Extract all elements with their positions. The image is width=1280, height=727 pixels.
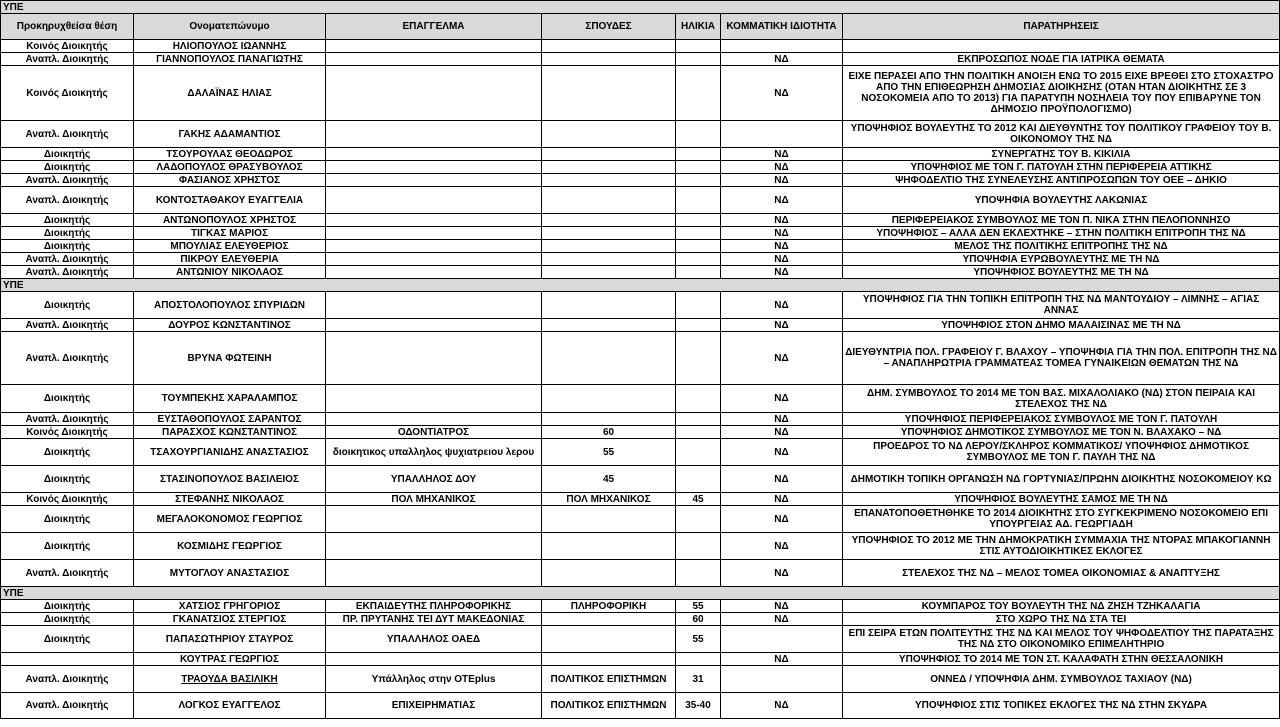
remarks-cell: ΥΠΟΨΗΦΙΟΣ ΒΟΥΛΕΥΤΗΣ ΣΑΜΟΣ ΜΕ ΤΗ ΝΔ bbox=[843, 493, 1280, 506]
profession-cell bbox=[326, 227, 542, 240]
profession-cell: ΥΠΑΛΛΗΛΟΣ ΟΑΕΔ bbox=[326, 626, 542, 653]
studies-cell bbox=[542, 253, 676, 266]
party-cell bbox=[721, 666, 843, 693]
table-row bbox=[1, 66, 1280, 121]
header-row bbox=[1, 14, 1280, 40]
table-row bbox=[1, 493, 1280, 506]
position-cell: Κοινός Διοικητής bbox=[1, 40, 134, 53]
remarks-cell: ΜΕΛΟΣ ΤΗΣ ΠΟΛΙΤΙΚΗΣ ΕΠΙΤΡΟΠΗΣ ΤΗΣ ΝΔ bbox=[843, 240, 1280, 253]
table-row bbox=[1, 666, 1280, 693]
party-cell: ΝΔ bbox=[721, 161, 843, 174]
table-row bbox=[1, 506, 1280, 533]
position-cell: Κοινός Διοικητής bbox=[1, 493, 134, 506]
studies-cell bbox=[542, 214, 676, 227]
age-cell: 35-40 bbox=[676, 693, 721, 719]
name-cell: ΚΟΝΤΟΣΤΑΘΑΚΟΥ ΕΥΑΓΓΕΛΙΑ bbox=[134, 187, 326, 214]
profession-cell bbox=[326, 332, 542, 385]
age-cell bbox=[676, 148, 721, 161]
remarks-cell: ΚΟΥΜΠΑΡΟΣ ΤΟΥ ΒΟΥΛΕΥΤΗ ΤΗΣ ΝΔ ΖΗΣΗ ΤΖΗΚΑΛΑΓΙΑ bbox=[843, 600, 1280, 613]
party-cell: ΝΔ bbox=[721, 187, 843, 214]
age-cell bbox=[676, 161, 721, 174]
age-cell bbox=[676, 227, 721, 240]
remarks-cell: ΕΠΙ ΣΕΙΡΑ ΕΤΩΝ ΠΟΛΙΤΕΥΤΗΣ ΤΗΣ ΝΔ ΚΑΙ ΜΕΛΟΣ ΤΟΥ ΨΗΦΟΔΕΛΤΙΟΥ ΤΗΣ ΠΑΡΑΤΑΞΗΣ ΤΗΣ ΝΔ ΣΤΟ ΟΙΚΟΝΟΜΙΚΟ ΕΠΙΜΕΛΗΤΗΡΙΟ bbox=[843, 626, 1280, 653]
party-cell: ΝΔ bbox=[721, 600, 843, 613]
name-cell: ΓΑΚΗΣ ΑΔΑΜΑΝΤΙΟΣ bbox=[134, 121, 326, 148]
table-row bbox=[1, 40, 1280, 53]
age-cell bbox=[676, 466, 721, 493]
age-cell bbox=[676, 332, 721, 385]
position-cell: Διοικητής bbox=[1, 600, 134, 613]
name-cell: ΗΛΙΟΠΟΥΛΟΣ ΙΩΑΝΝΗΣ bbox=[134, 40, 326, 53]
party-cell: ΝΔ bbox=[721, 292, 843, 319]
party-cell: ΝΔ bbox=[721, 493, 843, 506]
position-cell: Αναπλ. Διοικητής bbox=[1, 319, 134, 332]
studies-cell bbox=[542, 40, 676, 53]
table-row bbox=[1, 653, 1280, 666]
position-cell: Αναπλ. Διοικητής bbox=[1, 187, 134, 214]
studies-cell bbox=[542, 653, 676, 666]
table-row bbox=[1, 533, 1280, 560]
profession-cell bbox=[326, 214, 542, 227]
remarks-cell: ΨΗΦΟΔΕΛΤΙΟ ΤΗΣ ΣΥΝΕΛΕΥΣΗΣ ΑΝΤΙΠΡΟΣΩΠΩΝ ΤΟΥ ΟΕΕ – ΔΗΚΙΟ bbox=[843, 174, 1280, 187]
profession-cell bbox=[326, 40, 542, 53]
table-row bbox=[1, 53, 1280, 66]
studies-cell bbox=[542, 121, 676, 148]
profession-cell bbox=[326, 240, 542, 253]
profession-cell bbox=[326, 653, 542, 666]
party-cell: ΝΔ bbox=[721, 148, 843, 161]
studies-cell bbox=[542, 385, 676, 413]
studies-cell: 55 bbox=[542, 439, 676, 466]
studies-cell: 45 bbox=[542, 466, 676, 493]
profession-cell bbox=[326, 66, 542, 121]
table-row bbox=[1, 266, 1280, 279]
column-header: ΚΟΜΜΑΤΙΚΗ ΙΔΙΟΤΗΤΑ bbox=[721, 14, 843, 40]
party-cell: ΝΔ bbox=[721, 174, 843, 187]
name-cell: ΒΡΥΝΑ ΦΩΤΕΙΝΗ bbox=[134, 332, 326, 385]
age-cell bbox=[676, 53, 721, 66]
studies-cell bbox=[542, 161, 676, 174]
table-row bbox=[1, 214, 1280, 227]
studies-cell bbox=[542, 560, 676, 587]
studies-cell bbox=[542, 227, 676, 240]
table-row bbox=[1, 148, 1280, 161]
table-row bbox=[1, 426, 1280, 439]
remarks-cell: ΥΠΟΨΗΦΙΟΣ ΤΟ 2012 ΜΕ ΤΗΝ ΔΗΜΟΚΡΑΤΙΚΗ ΣΥΜΜΑΧΙΑ ΤΗΣ ΝΤΟΡΑΣ ΜΠΑΚΟΓΙΑΝΝΗ ΣΤΙΣ ΑΥΤΟΔΙΟΙΚΗΤΙΚΕΣ ΕΚΛΟΓΕΣ bbox=[843, 533, 1280, 560]
position-cell: Αναπλ. Διοικητής bbox=[1, 266, 134, 279]
table-row bbox=[1, 240, 1280, 253]
name-cell: ΕΥΣΤΑΘΟΠΟΥΛΟΣ ΣΑΡΑΝΤΟΣ bbox=[134, 413, 326, 426]
position-cell: Αναπλ. Διοικητής bbox=[1, 560, 134, 587]
studies-cell bbox=[542, 506, 676, 533]
position-cell: Διοικητής bbox=[1, 148, 134, 161]
age-cell: 60 bbox=[676, 613, 721, 626]
name-cell: ΠΑΠΑΣΩΤΗΡΙΟΥ ΣΤΑΥΡΟΣ bbox=[134, 626, 326, 653]
column-header: Προκηρυχθείσα θέση bbox=[1, 14, 134, 40]
age-cell bbox=[676, 653, 721, 666]
party-cell: ΝΔ bbox=[721, 466, 843, 493]
table-row bbox=[1, 121, 1280, 148]
position-cell: Αναπλ. Διοικητής bbox=[1, 253, 134, 266]
remarks-cell: ΣΤΟ ΧΩΡΟ ΤΗΣ ΝΔ ΣΤΑ ΤΕΙ bbox=[843, 613, 1280, 626]
remarks-cell: ΠΡΟΕΔΡΟΣ ΤΟ ΝΔ ΛΕΡΟΥ/ΣΚΛΗΡΟΣ ΚΟΜΜΑΤΙΚΟΣ/ ΥΠΟΨΗΦΙΟΣ ΔΗΜΟΤΙΚΟΣ ΣΥΜΒΟΥΛΟΣ ΜΕ ΤΟΝ Γ. ΠΑΥΛΗ ΤΗΣ ΝΔ bbox=[843, 439, 1280, 466]
column-header: ΕΠΑΓΓΕΛΜΑ bbox=[326, 14, 542, 40]
age-cell bbox=[676, 413, 721, 426]
studies-cell bbox=[542, 266, 676, 279]
position-cell: Διοικητής bbox=[1, 613, 134, 626]
party-cell: ΝΔ bbox=[721, 653, 843, 666]
remarks-cell: ΥΠΟΨΗΦΙΟΣ ΒΟΥΛΕΥΤΗΣ ΤΟ 2012 ΚΑΙ ΔΙΕΥΘΥΝΤΗΣ ΤΟΥ ΠΟΛΙΤΙΚΟΥ ΓΡΑΦΕΙΟΥ ΤΟΥ Β. ΟΙΚΟΝΟΜΟΥ ΤΗΣ ΝΔ bbox=[843, 121, 1280, 148]
party-cell: ΝΔ bbox=[721, 426, 843, 439]
table-row bbox=[1, 332, 1280, 385]
party-cell: ΝΔ bbox=[721, 266, 843, 279]
profession-cell: Υπάλληλος στην OTEplus bbox=[326, 666, 542, 693]
studies-cell bbox=[542, 292, 676, 319]
studies-cell bbox=[542, 174, 676, 187]
name-cell: ΔΟΥΡΟΣ ΚΩΝΣΤΑΝΤΙΝΟΣ bbox=[134, 319, 326, 332]
name-cell: ΓΚΑΝΑΤΣΙΟΣ ΣΤΕΡΓΙΟΣ bbox=[134, 613, 326, 626]
name-cell: ΤΡΑΟΥΔΑ ΒΑΣΙΛΙΚΗ bbox=[134, 666, 326, 693]
position-cell: Αναπλ. Διοικητής bbox=[1, 121, 134, 148]
remarks-cell: ΔΙΕΥΘΥΝΤΡΙΑ ΠΟΛ. ΓΡΑΦΕΙΟΥ Γ. ΒΛΑΧΟΥ – ΥΠΟΨΗΦΙΑ ΓΙΑ ΤΗΝ ΠΟΛ. ΕΠΙΤΡΟΠΗ ΤΗΣ ΝΔ – ΑΝΑΠΛΗΡΩΤΡΙΑ ΓΡΑΜΜΑΤΕΑΣ ΤΟΜΕΑ ΓΥΝΑΙΚΕΙΩΝ ΘΕΜΑΤΩΝ ΤΗΣ ΝΔ bbox=[843, 332, 1280, 385]
party-cell: ΝΔ bbox=[721, 332, 843, 385]
party-cell bbox=[721, 121, 843, 148]
name-cell: ΤΟΥΜΠΕΚΗΣ ΧΑΡΑΛΑΜΠΟΣ bbox=[134, 385, 326, 413]
profession-cell bbox=[326, 121, 542, 148]
name-cell: ΑΠΟΣΤΟΛΟΠΟΥΛΟΣ ΣΠΥΡΙΔΩΝ bbox=[134, 292, 326, 319]
age-cell bbox=[676, 506, 721, 533]
section-row bbox=[1, 587, 1280, 600]
profession-cell bbox=[326, 413, 542, 426]
table-row bbox=[1, 413, 1280, 426]
table-row bbox=[1, 613, 1280, 626]
party-cell bbox=[721, 40, 843, 53]
remarks-cell: ΠΕΡΙΦΕΡΕΙΑΚΟΣ ΣΥΜΒΟΥΛΟΣ ΜΕ ΤΟΝ Π. ΝΙΚΑ ΣΤΗΝ ΠΕΛΟΠΟΝΝΗΣΟ bbox=[843, 214, 1280, 227]
position-cell: Αναπλ. Διοικητής bbox=[1, 53, 134, 66]
section-label: ΥΠΕ bbox=[1, 587, 1280, 600]
name-cell: ΛΟΓΚΟΣ ΕΥΑΓΓΕΛΟΣ bbox=[134, 693, 326, 719]
name-cell: ΚΟΥΤΡΑΣ ΓΕΩΡΓΙΟΣ bbox=[134, 653, 326, 666]
studies-cell: ΠΟΛΙΤΙΚΟΣ ΕΠΙΣΤΗΜΩΝ bbox=[542, 693, 676, 719]
studies-cell: 60 bbox=[542, 426, 676, 439]
section-row bbox=[1, 279, 1280, 292]
remarks-cell: ΣΥΝΕΡΓΑΤΗΣ ΤΟΥ Β. ΚΙΚΙΛΙΑ bbox=[843, 148, 1280, 161]
profession-cell bbox=[326, 148, 542, 161]
position-cell: Διοικητής bbox=[1, 292, 134, 319]
position-cell: Αναπλ. Διοικητής bbox=[1, 666, 134, 693]
party-cell: ΝΔ bbox=[721, 66, 843, 121]
table-row bbox=[1, 253, 1280, 266]
table-row bbox=[1, 600, 1280, 613]
studies-cell bbox=[542, 240, 676, 253]
party-cell: ΝΔ bbox=[721, 319, 843, 332]
age-cell bbox=[676, 121, 721, 148]
age-cell bbox=[676, 319, 721, 332]
studies-cell: ΠΛΗΡΟΦΟΡΙΚΗ bbox=[542, 600, 676, 613]
position-cell: Διοικητής bbox=[1, 240, 134, 253]
name-cell: ΣΤΕΦΑΝΗΣ ΝΙΚΟΛΑΟΣ bbox=[134, 493, 326, 506]
studies-cell bbox=[542, 533, 676, 560]
position-cell: Διοικητής bbox=[1, 161, 134, 174]
name-cell: ΔΑΛΑΪΝΑΣ ΗΛΙΑΣ bbox=[134, 66, 326, 121]
table-row bbox=[1, 439, 1280, 466]
age-cell bbox=[676, 292, 721, 319]
age-cell bbox=[676, 533, 721, 560]
remarks-cell: ΕΙΧΕ ΠΕΡΑΣΕΙ ΑΠΟ ΤΗΝ ΠΟΛΙΤΙΚΗ ΑΝΟΙΞΗ ΕΝΩ ΤΟ 2015 ΕΙΧΕ ΒΡΕΘΕΙ ΣΤΟ ΣΤΟΧΑΣΤΡΟ ΑΠΟ ΤΗΝ ΕΠΙΘΕΩΡΗΣΗ ΔΗΜΟΣΙΑΣ ΔΙΟΙΚΗΣΗΣ (ΟΤΑΝ ΗΤΑΝ ΔΙΟΙΚΗΤΗΣ ΣΕ 3 ΝΟΣΟΚΟΜΕΙΑ ΑΠΟ ΤΟ 2013) ΓΙΑ ΠΑΡΑΤΥΠΗ ΝΟΣΗΛΕΙΑ ΤΟΥ ΠΟΥ ΕΠΙΒΑΡΥΝΕ ΤΟΝ ΔΗΜΟΣΙΟ ΠΡΟΫΠΟΛΟΓΙΣΜΟ) bbox=[843, 66, 1280, 121]
position-cell: Αναπλ. Διοικητής bbox=[1, 693, 134, 719]
age-cell: 45 bbox=[676, 493, 721, 506]
age-cell bbox=[676, 187, 721, 214]
age-cell bbox=[676, 385, 721, 413]
name-cell: ΠΙΚΡΟΥ ΕΛΕΥΘΕΡΙΑ bbox=[134, 253, 326, 266]
age-cell bbox=[676, 439, 721, 466]
profession-cell: ΠΟΛ ΜΗΧΑΝΙΚΟΣ bbox=[326, 493, 542, 506]
table-row bbox=[1, 227, 1280, 240]
name-cell: ΑΝΤΩΝΟΠΟΥΛΟΣ ΧΡΗΣΤΟΣ bbox=[134, 214, 326, 227]
table-row bbox=[1, 560, 1280, 587]
table-row bbox=[1, 161, 1280, 174]
studies-cell bbox=[542, 187, 676, 214]
studies-cell bbox=[542, 626, 676, 653]
position-cell: Διοικητής bbox=[1, 439, 134, 466]
position-cell: Διοικητής bbox=[1, 506, 134, 533]
remarks-cell: ΥΠΟΨΗΦΙΟΣ ΠΕΡΙΦΕΡΕΙΑΚΟΣ ΣΥΜΒΟΥΛΟΣ ΜΕ ΤΟΝ Γ. ΠΑΤΟΥΛΗ bbox=[843, 413, 1280, 426]
name-cell: ΛΑΔΟΠΟΥΛΟΣ ΘΡΑΣΥΒΟΥΛΟΣ bbox=[134, 161, 326, 174]
remarks-cell: ΥΠΟΨΗΦΙΟΣ ΤΟ 2014 ΜΕ ΤΟΝ ΣΤ. ΚΑΛΑΦΑΤΗ ΣΤΗΝ ΘΕΣΣΑΛΟΝΙΚΗ bbox=[843, 653, 1280, 666]
table-row bbox=[1, 319, 1280, 332]
name-cell: ΧΑΤΣΙΟΣ ΓΡΗΓΟΡΙΟΣ bbox=[134, 600, 326, 613]
age-cell bbox=[676, 240, 721, 253]
age-cell bbox=[676, 66, 721, 121]
studies-cell bbox=[542, 66, 676, 121]
profession-cell: ΕΠΙΧΕΙΡΗΜΑΤΙΑΣ bbox=[326, 693, 542, 719]
party-cell: ΝΔ bbox=[721, 53, 843, 66]
party-cell: ΝΔ bbox=[721, 506, 843, 533]
party-cell: ΝΔ bbox=[721, 214, 843, 227]
profession-cell bbox=[326, 560, 542, 587]
table-row bbox=[1, 626, 1280, 653]
studies-cell bbox=[542, 613, 676, 626]
remarks-cell: ΕΚΠΡΟΣΩΠΟΣ ΝΟΔΕ ΓΙΑ ΙΑΤΡΙΚΑ ΘΕΜΑΤΑ bbox=[843, 53, 1280, 66]
remarks-cell: ΥΠΟΨΗΦΙΑ ΕΥΡΩΒΟΥΛΕΥΤΗΣ ΜΕ ΤΗ ΝΔ bbox=[843, 253, 1280, 266]
party-cell: ΝΔ bbox=[721, 533, 843, 560]
studies-cell: ΠΟΛΙΤΙΚΟΣ ΕΠΙΣΤΗΜΩΝ bbox=[542, 666, 676, 693]
position-cell: Κοινός Διοικητής bbox=[1, 66, 134, 121]
studies-cell bbox=[542, 332, 676, 385]
age-cell: 55 bbox=[676, 626, 721, 653]
party-cell: ΝΔ bbox=[721, 240, 843, 253]
position-cell: Αναπλ. Διοικητής bbox=[1, 174, 134, 187]
name-cell: ΜΥΤΟΓΛΟΥ ΑΝΑΣΤΑΣΙΟΣ bbox=[134, 560, 326, 587]
remarks-cell: ΣΤΕΛΕΧΟΣ ΤΗΣ ΝΔ – ΜΕΛΟΣ ΤΟΜΕΑ ΟΙΚΟΝΟΜΙΑΣ & ΑΝΑΠΤΥΞΗΣ bbox=[843, 560, 1280, 587]
profession-cell bbox=[326, 292, 542, 319]
remarks-cell: ΔΗΜΟΤΙΚΗ ΤΟΠΙΚΗ ΟΡΓΑΝΩΣΗ ΝΔ ΓΟΡΤΥΝΙΑΣ/ΠΡΩΗΝ ΔΙΟΙΚΗΤΗΣ ΝΟΣΟΚΟΜΕΙΟΥ ΚΩ bbox=[843, 466, 1280, 493]
age-cell: 55 bbox=[676, 600, 721, 613]
section-label: ΥΠΕ bbox=[1, 279, 1280, 292]
remarks-cell: ΥΠΟΨΗΦΙΟΣ ΣΤΟΝ ΔΗΜΟ ΜΑΛΑΙΣΙΝΑΣ ΜΕ ΤΗ ΝΔ bbox=[843, 319, 1280, 332]
section-label: ΥΠΕ bbox=[1, 1, 1280, 14]
position-cell: Διοικητής bbox=[1, 466, 134, 493]
column-header: ΣΠΟΥΔΕΣ bbox=[542, 14, 676, 40]
table-row bbox=[1, 466, 1280, 493]
position-cell: Κοινός Διοικητής bbox=[1, 426, 134, 439]
party-cell: ΝΔ bbox=[721, 439, 843, 466]
profession-cell bbox=[326, 187, 542, 214]
studies-cell bbox=[542, 319, 676, 332]
position-cell: Αναπλ. Διοικητής bbox=[1, 332, 134, 385]
profession-cell: ΠΡ. ΠΡΥΤΑΝΗΣ ΤΕΙ ΔΥΤ ΜΑΚΕΔΟΝΙΑΣ bbox=[326, 613, 542, 626]
table-row bbox=[1, 187, 1280, 214]
profession-cell: ΟΔΟΝΤΙΑΤΡΟΣ bbox=[326, 426, 542, 439]
column-header: ΠΑΡΑΤΗΡΗΣΕΙΣ bbox=[843, 14, 1280, 40]
remarks-cell: ΟΝΝΕΔ / ΥΠΟΨΗΦΙΑ ΔΗΜ. ΣΥΜΒΟΥΛΟΣ ΤΑΧΙΑΟΥ (ΝΔ) bbox=[843, 666, 1280, 693]
party-cell: ΝΔ bbox=[721, 253, 843, 266]
age-cell bbox=[676, 40, 721, 53]
studies-cell bbox=[542, 413, 676, 426]
position-cell: Διοικητής bbox=[1, 227, 134, 240]
table-row bbox=[1, 174, 1280, 187]
name-cell: ΜΕΓΑΛΟΚΟΝΟΜΟΣ ΓΕΩΡΓΙΟΣ bbox=[134, 506, 326, 533]
remarks-cell: ΕΠΑΝΑΤΟΠΟΘΕΤΗΘΗΚΕ ΤΟ 2014 ΔΙΟΙΚΗΤΗΣ ΣΤΟ ΣΥΓΚΕΚΡΙΜΕΝΟ ΝΟΣΟΚΟΜΕΙΟ ΕΠΙ ΥΠΟΥΡΓΕΙΑΣ ΑΔ. ΓΕΩΡΓΙΑΔΗ bbox=[843, 506, 1280, 533]
profession-cell bbox=[326, 385, 542, 413]
studies-cell bbox=[542, 53, 676, 66]
age-cell bbox=[676, 253, 721, 266]
studies-cell: ΠΟΛ ΜΗΧΑΝΙΚΟΣ bbox=[542, 493, 676, 506]
remarks-cell: ΥΠΟΨΗΦΙΑ ΒΟΥΛΕΥΤΗΣ ΛΑΚΩΝΙΑΣ bbox=[843, 187, 1280, 214]
remarks-cell: ΥΠΟΨΗΦΙΟΣ ΓΙΑ ΤΗΝ ΤΟΠΙΚΗ ΕΠΙΤΡΟΠΗ ΤΗΣ ΝΔ ΜΑΝΤΟΥΔΙΟΥ – ΛΙΜΝΗΣ – ΑΓΙΑΣ ΑΝΝΑΣ bbox=[843, 292, 1280, 319]
column-header: ΗΛΙΚΙΑ bbox=[676, 14, 721, 40]
party-cell: ΝΔ bbox=[721, 693, 843, 719]
name-cell: ΦΑΣΙΑΝΟΣ ΧΡΗΣΤΟΣ bbox=[134, 174, 326, 187]
table-row bbox=[1, 693, 1280, 719]
remarks-cell: ΥΠΟΨΗΦΙΟΣ ΣΤΙΣ ΤΟΠΙΚΕΣ ΕΚΛΟΓΕΣ ΤΗΣ ΝΔ ΣΤΗΝ ΣΚΥΔΡΑ bbox=[843, 693, 1280, 719]
party-cell: ΝΔ bbox=[721, 413, 843, 426]
column-header: Ονοματεπώνυμο bbox=[134, 14, 326, 40]
remarks-cell: ΥΠΟΨΗΦΙΟΣ – ΑΛΛΑ ΔΕΝ ΕΚΛΕΧΤΗΚΕ – ΣΤΗΝ ΠΟΛΙΤΙΚΗ ΕΠΙΤΡΟΠΗ ΤΗΣ ΝΔ bbox=[843, 227, 1280, 240]
name-cell: ΤΣΑΧΟΥΡΓΙΑΝΙΔΗΣ ΑΝΑΣΤΑΣΙΟΣ bbox=[134, 439, 326, 466]
remarks-cell: ΥΠΟΨΗΦΙΟΣ ΔΗΜΟΤΙΚΟΣ ΣΥΜΒΟΥΛΟΣ ΜΕ ΤΟΝ Ν. ΒΛΑΧΑΚΟ – ΝΔ bbox=[843, 426, 1280, 439]
profession-cell bbox=[326, 319, 542, 332]
profession-cell bbox=[326, 253, 542, 266]
remarks-cell bbox=[843, 40, 1280, 53]
position-cell: Διοικητής bbox=[1, 214, 134, 227]
name-cell: ΠΑΡΑΣΧΟΣ ΚΩΝΣΤΑΝΤΙΝΟΣ bbox=[134, 426, 326, 439]
party-cell: ΝΔ bbox=[721, 613, 843, 626]
name-cell: ΓΙΑΝΝΟΠΟΥΛΟΣ ΠΑΝΑΓΙΩΤΗΣ bbox=[134, 53, 326, 66]
profession-cell: διοικητικος υπαλληλος ψυχιατρειου λερου bbox=[326, 439, 542, 466]
profession-cell bbox=[326, 53, 542, 66]
profession-cell bbox=[326, 506, 542, 533]
party-cell: ΝΔ bbox=[721, 560, 843, 587]
profession-cell: ΕΚΠΑΙΔΕΥΤΗΣ ΠΛΗΡΟΦΟΡΙΚΗΣ bbox=[326, 600, 542, 613]
section-row bbox=[1, 1, 1280, 14]
age-cell bbox=[676, 560, 721, 587]
name-cell: ΤΙΓΚΑΣ ΜΑΡΙΟΣ bbox=[134, 227, 326, 240]
profession-cell bbox=[326, 174, 542, 187]
age-cell bbox=[676, 174, 721, 187]
profession-cell bbox=[326, 266, 542, 279]
age-cell bbox=[676, 214, 721, 227]
position-cell: Διοικητής bbox=[1, 626, 134, 653]
name-cell: ΜΠΟΥΛΙΑΣ ΕΛΕΥΘΕΡΙΟΣ bbox=[134, 240, 326, 253]
table-row bbox=[1, 292, 1280, 319]
profession-cell bbox=[326, 161, 542, 174]
name-cell: ΑΝΤΩΝΙΟΥ ΝΙΚΟΛΑΟΣ bbox=[134, 266, 326, 279]
party-cell: ΝΔ bbox=[721, 227, 843, 240]
position-cell: Αναπλ. Διοικητής bbox=[1, 413, 134, 426]
remarks-cell: ΔΗΜ. ΣΥΜΒΟΥΛΟΣ ΤΟ 2014 ΜΕ ΤΟΝ ΒΑΣ. ΜΙΧΑΛΟΛΙΑΚΟ (ΝΔ) ΣΤΟΝ ΠΕΙΡΑΙΑ ΚΑΙ ΣΤΕΛΕΧΟΣ ΤΗΣ ΝΔ bbox=[843, 385, 1280, 413]
studies-cell bbox=[542, 148, 676, 161]
name-cell: ΚΟΣΜΙΔΗΣ ΓΕΩΡΓΙΟΣ bbox=[134, 533, 326, 560]
party-cell: ΝΔ bbox=[721, 385, 843, 413]
position-cell bbox=[1, 653, 134, 666]
profession-cell bbox=[326, 533, 542, 560]
remarks-cell: ΥΠΟΨΗΦΙΟΣ ΜΕ ΤΟΝ Γ. ΠΑΤΟΥΛΗ ΣΤΗΝ ΠΕΡΙΦΕΡΕΙΑ ΑΤΤΙΚΗΣ bbox=[843, 161, 1280, 174]
party-cell bbox=[721, 626, 843, 653]
name-cell: ΣΤΑΣΙΝΟΠΟΥΛΟΣ ΒΑΣΙΛΕΙΟΣ bbox=[134, 466, 326, 493]
age-cell bbox=[676, 266, 721, 279]
name-cell: ΤΣΟΥΡΟΥΛΑΣ ΘΕΟΔΩΡΟΣ bbox=[134, 148, 326, 161]
position-cell: Διοικητής bbox=[1, 533, 134, 560]
remarks-cell: ΥΠΟΨΗΦΙΟΣ ΒΟΥΛΕΥΤΗΣ ΜΕ ΤΗ ΝΔ bbox=[843, 266, 1280, 279]
profession-cell: ΥΠΑΛΛΗΛΟΣ ΔΟΥ bbox=[326, 466, 542, 493]
table-row bbox=[1, 385, 1280, 413]
age-cell: 31 bbox=[676, 666, 721, 693]
age-cell bbox=[676, 426, 721, 439]
position-cell: Διοικητής bbox=[1, 385, 134, 413]
